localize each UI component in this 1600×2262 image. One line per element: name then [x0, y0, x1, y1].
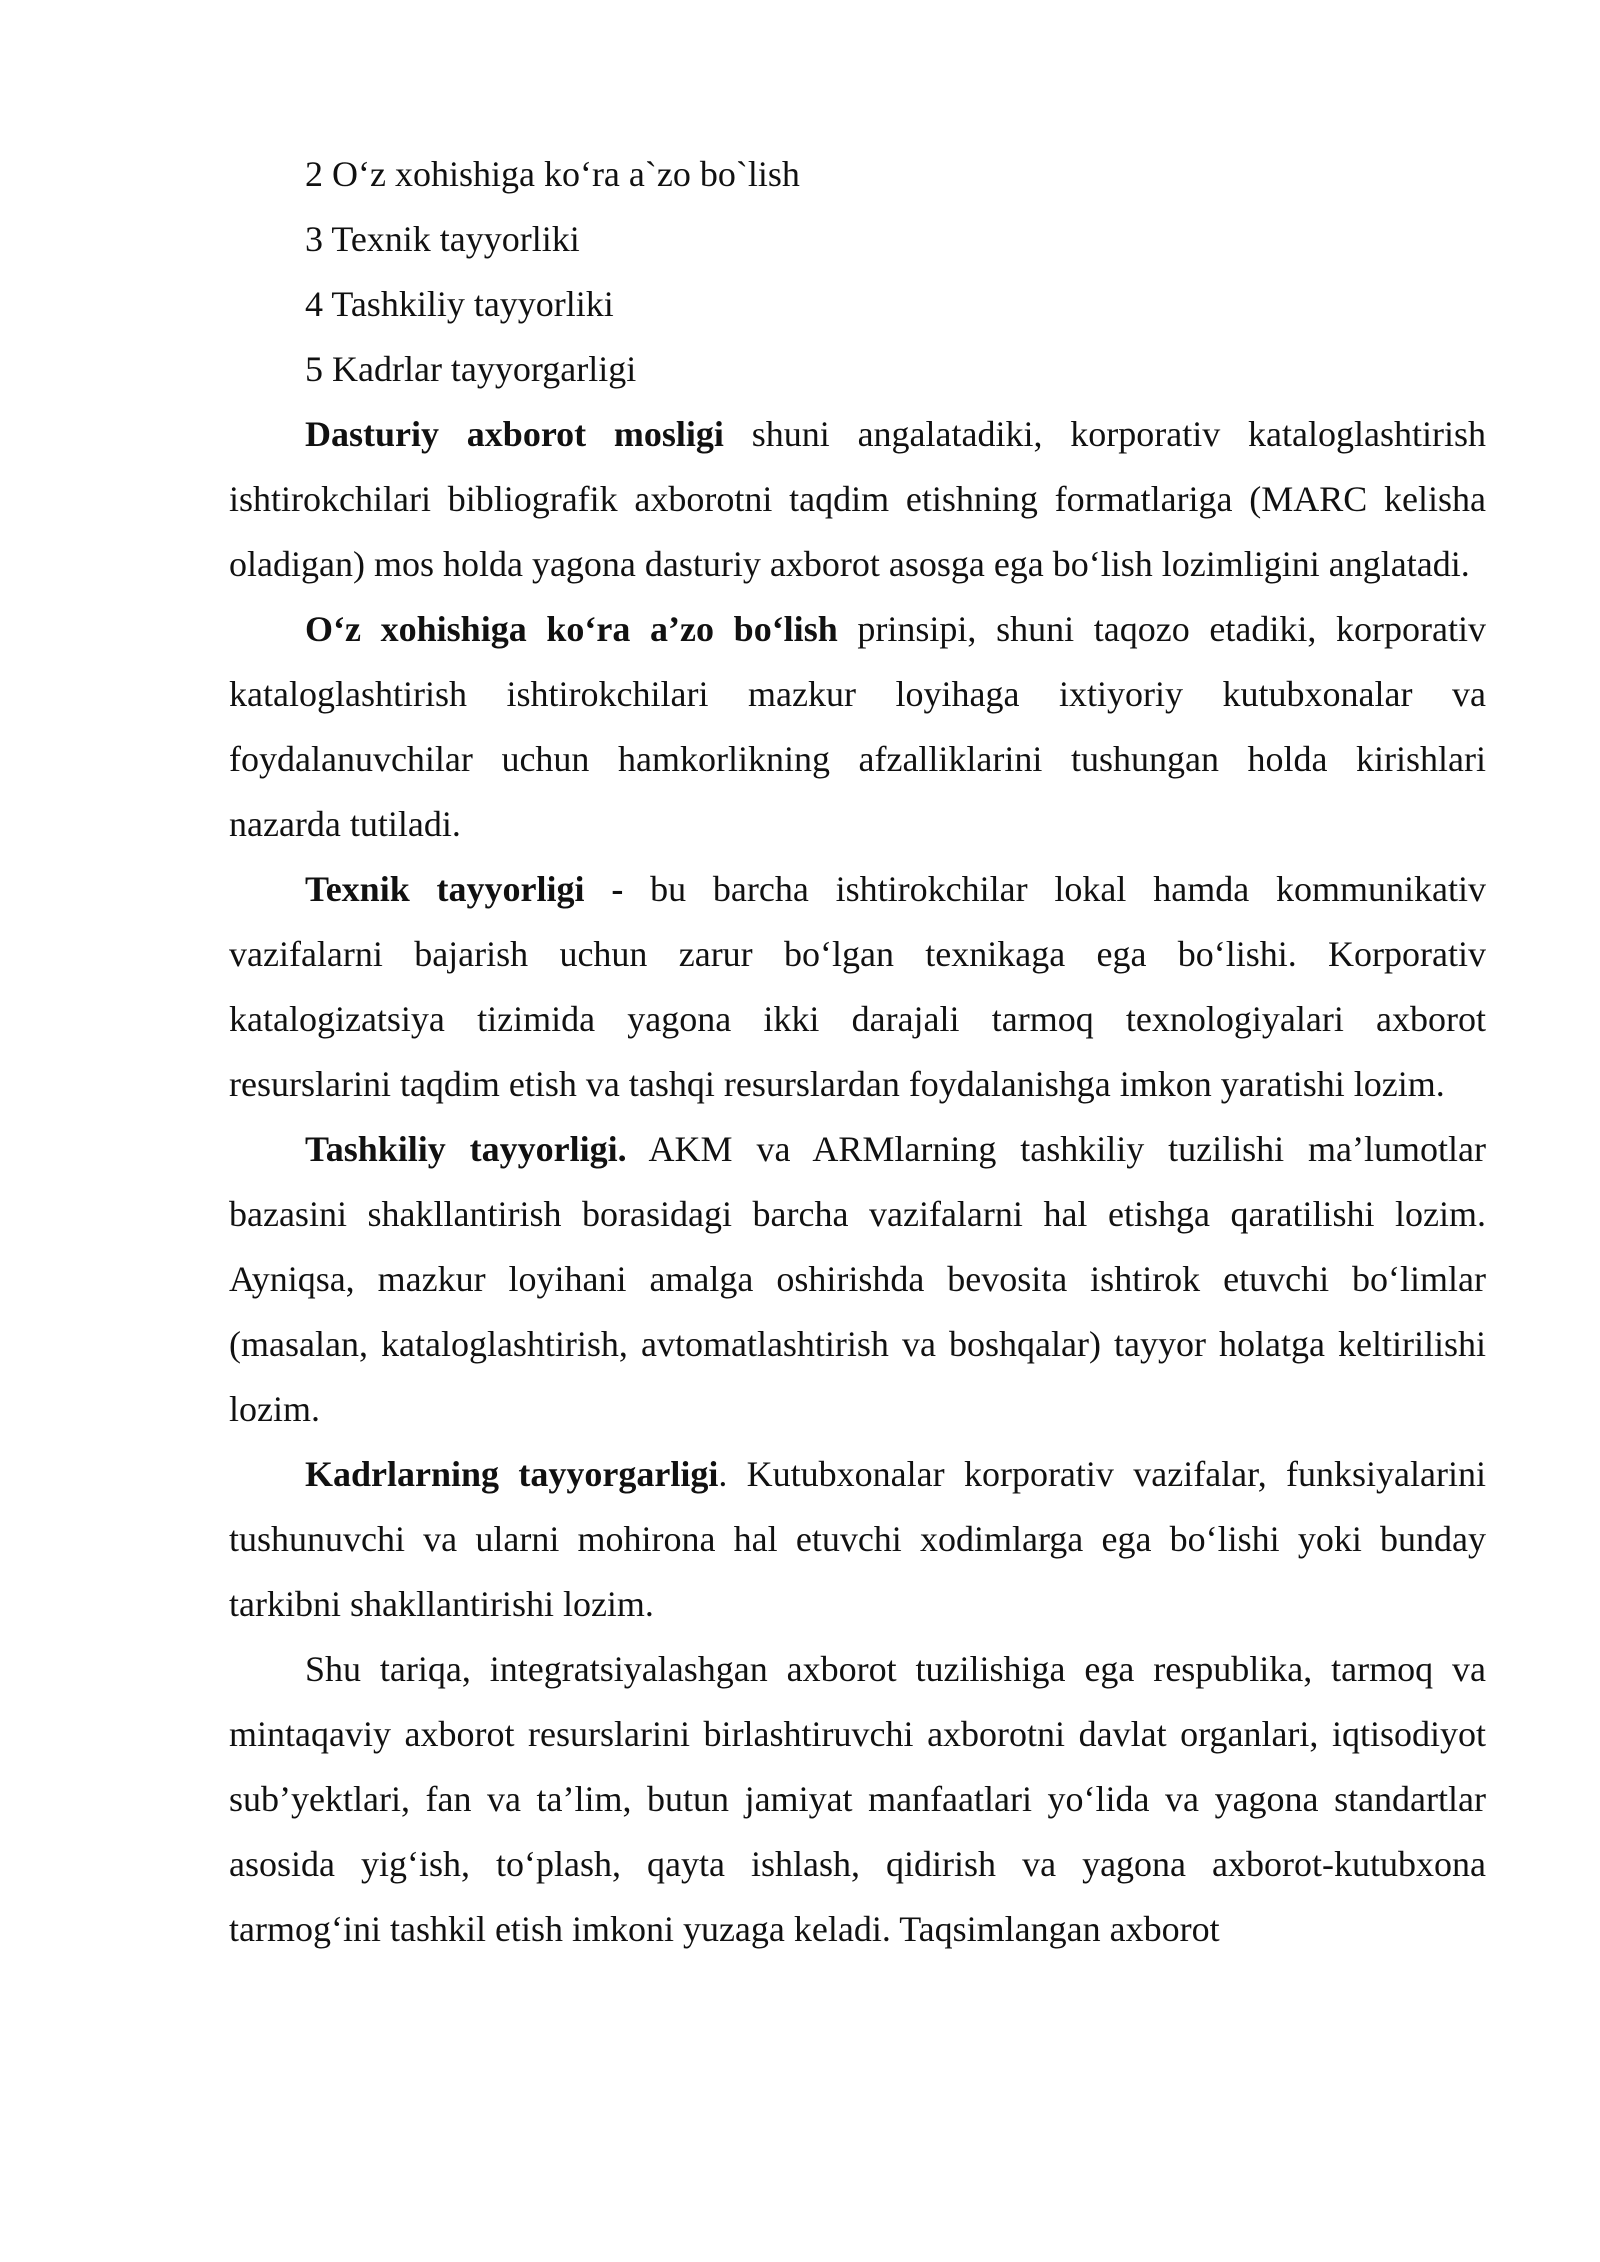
list-item: 2 O‘z xohishiga ko‘ra a`zo bo`lish: [305, 154, 800, 194]
paragraph-dasturiy-axborot-mosligi: [229, 402, 1486, 597]
list-item: 5 Kadrlar tayyorgarligi: [305, 349, 637, 389]
paragraph-text: . Kutubxonalar korporativ vazifalar, funksiyalarini tushunuvchi va ularni mohirona hal etuvchi xodimlarga ega bo‘lishi yoki bunday tarkibni shakllantirishi lozim.: [229, 1454, 1487, 1624]
paragraph-text: prinsipi, shuni taqozo etadiki, korporativ kataloglashtirish ishtirokchilari mazkur loyihaga ixtiyoriy kutubxonalar va foydalanuvchilar uchun hamkorlikning afzalliklarini tushungan holda kirishlari nazarda tutiladi.: [229, 609, 1486, 844]
paragraph-text: AKM va ARMlarning tashkiliy tuzilishi ma’lumotlar bazasini shakllantirish borasidagi barcha vazifalarni hal etishga qaratilishi lozim. Ayniqsa, mazkur loyihani amalga oshirishda bevosita ishtirok etuvchi bo‘limlar (masalan, kataloglashtirish, avtomatlashtirish va boshqalar) tayyor holatga keltirilishi lozim.: [229, 1129, 1486, 1429]
paragraph-tashkiliy-tayyorligi: [229, 1117, 1486, 1442]
paragraph-text: shuni angalatadiki, korporativ kataloglashtirish ishtirokchilari bibliografik axborotni taqdim etishning formatlariga (MARC kelisha oladigan) mos holda yagona dasturiy axborot asosga ega bo‘lish lozimligini anglatadi.: [229, 414, 1486, 584]
paragraph-text: Shu tariqa, integratsiyalashgan axborot tuzilishiga ega respublika, tarmoq va mintaqaviy axborot resurslarini birlashtiruvchi axborotni davlat organlari, iqtisodiyot sub’yektlari, fan va ta’lim, butun jamiyat manfaatlari yo‘lida va yagona standartlar asosida yig‘ish, to‘plash, qayta ishlash, qidirish va yagona axborot-kutubxona tarmog‘ini tashkil etish imkoni yuzaga keladi. Taqsimlangan axborot: [229, 1649, 1486, 1949]
paragraph-kadrlarning-tayyorgarligi: [229, 1442, 1486, 1637]
list-item: 4 Tashkiliy tayyorliki: [305, 284, 614, 324]
paragraph-texnik-tayyorligi: [229, 857, 1486, 1117]
paragraph-term: Dasturiy axborot mosligi: [305, 414, 724, 454]
paragraph-oz-xohishiga-kora-azo-bolish: [229, 597, 1486, 857]
paragraph-text: bu barcha ishtirokchilar lokal hamda kommunikativ vazifalarni bajarish uchun zarur bo‘lgan texnikaga ega bo‘lishi. Korporativ katalogizatsiya tizimida yagona ikki darajali tarmoq texnologiyalari axborot resurslarini taqdim etish va tashqi resurslardan foydalanishga imkon yaratishi lozim.: [229, 869, 1486, 1104]
list-item: 3 Texnik tayyorliki: [305, 219, 580, 259]
paragraph-term: Kadrlarning tayyorgarligi: [305, 1454, 719, 1494]
paragraph-term: O‘z xohishiga ko‘ra a’zo bo‘lish: [305, 609, 838, 649]
paragraph-term: Tashkiliy tayyorligi.: [305, 1129, 627, 1169]
document-body: [229, 142, 1486, 1962]
paragraph-term: Texnik tayyorligi -: [305, 869, 624, 909]
paragraph-conclusion: [229, 1637, 1486, 1962]
